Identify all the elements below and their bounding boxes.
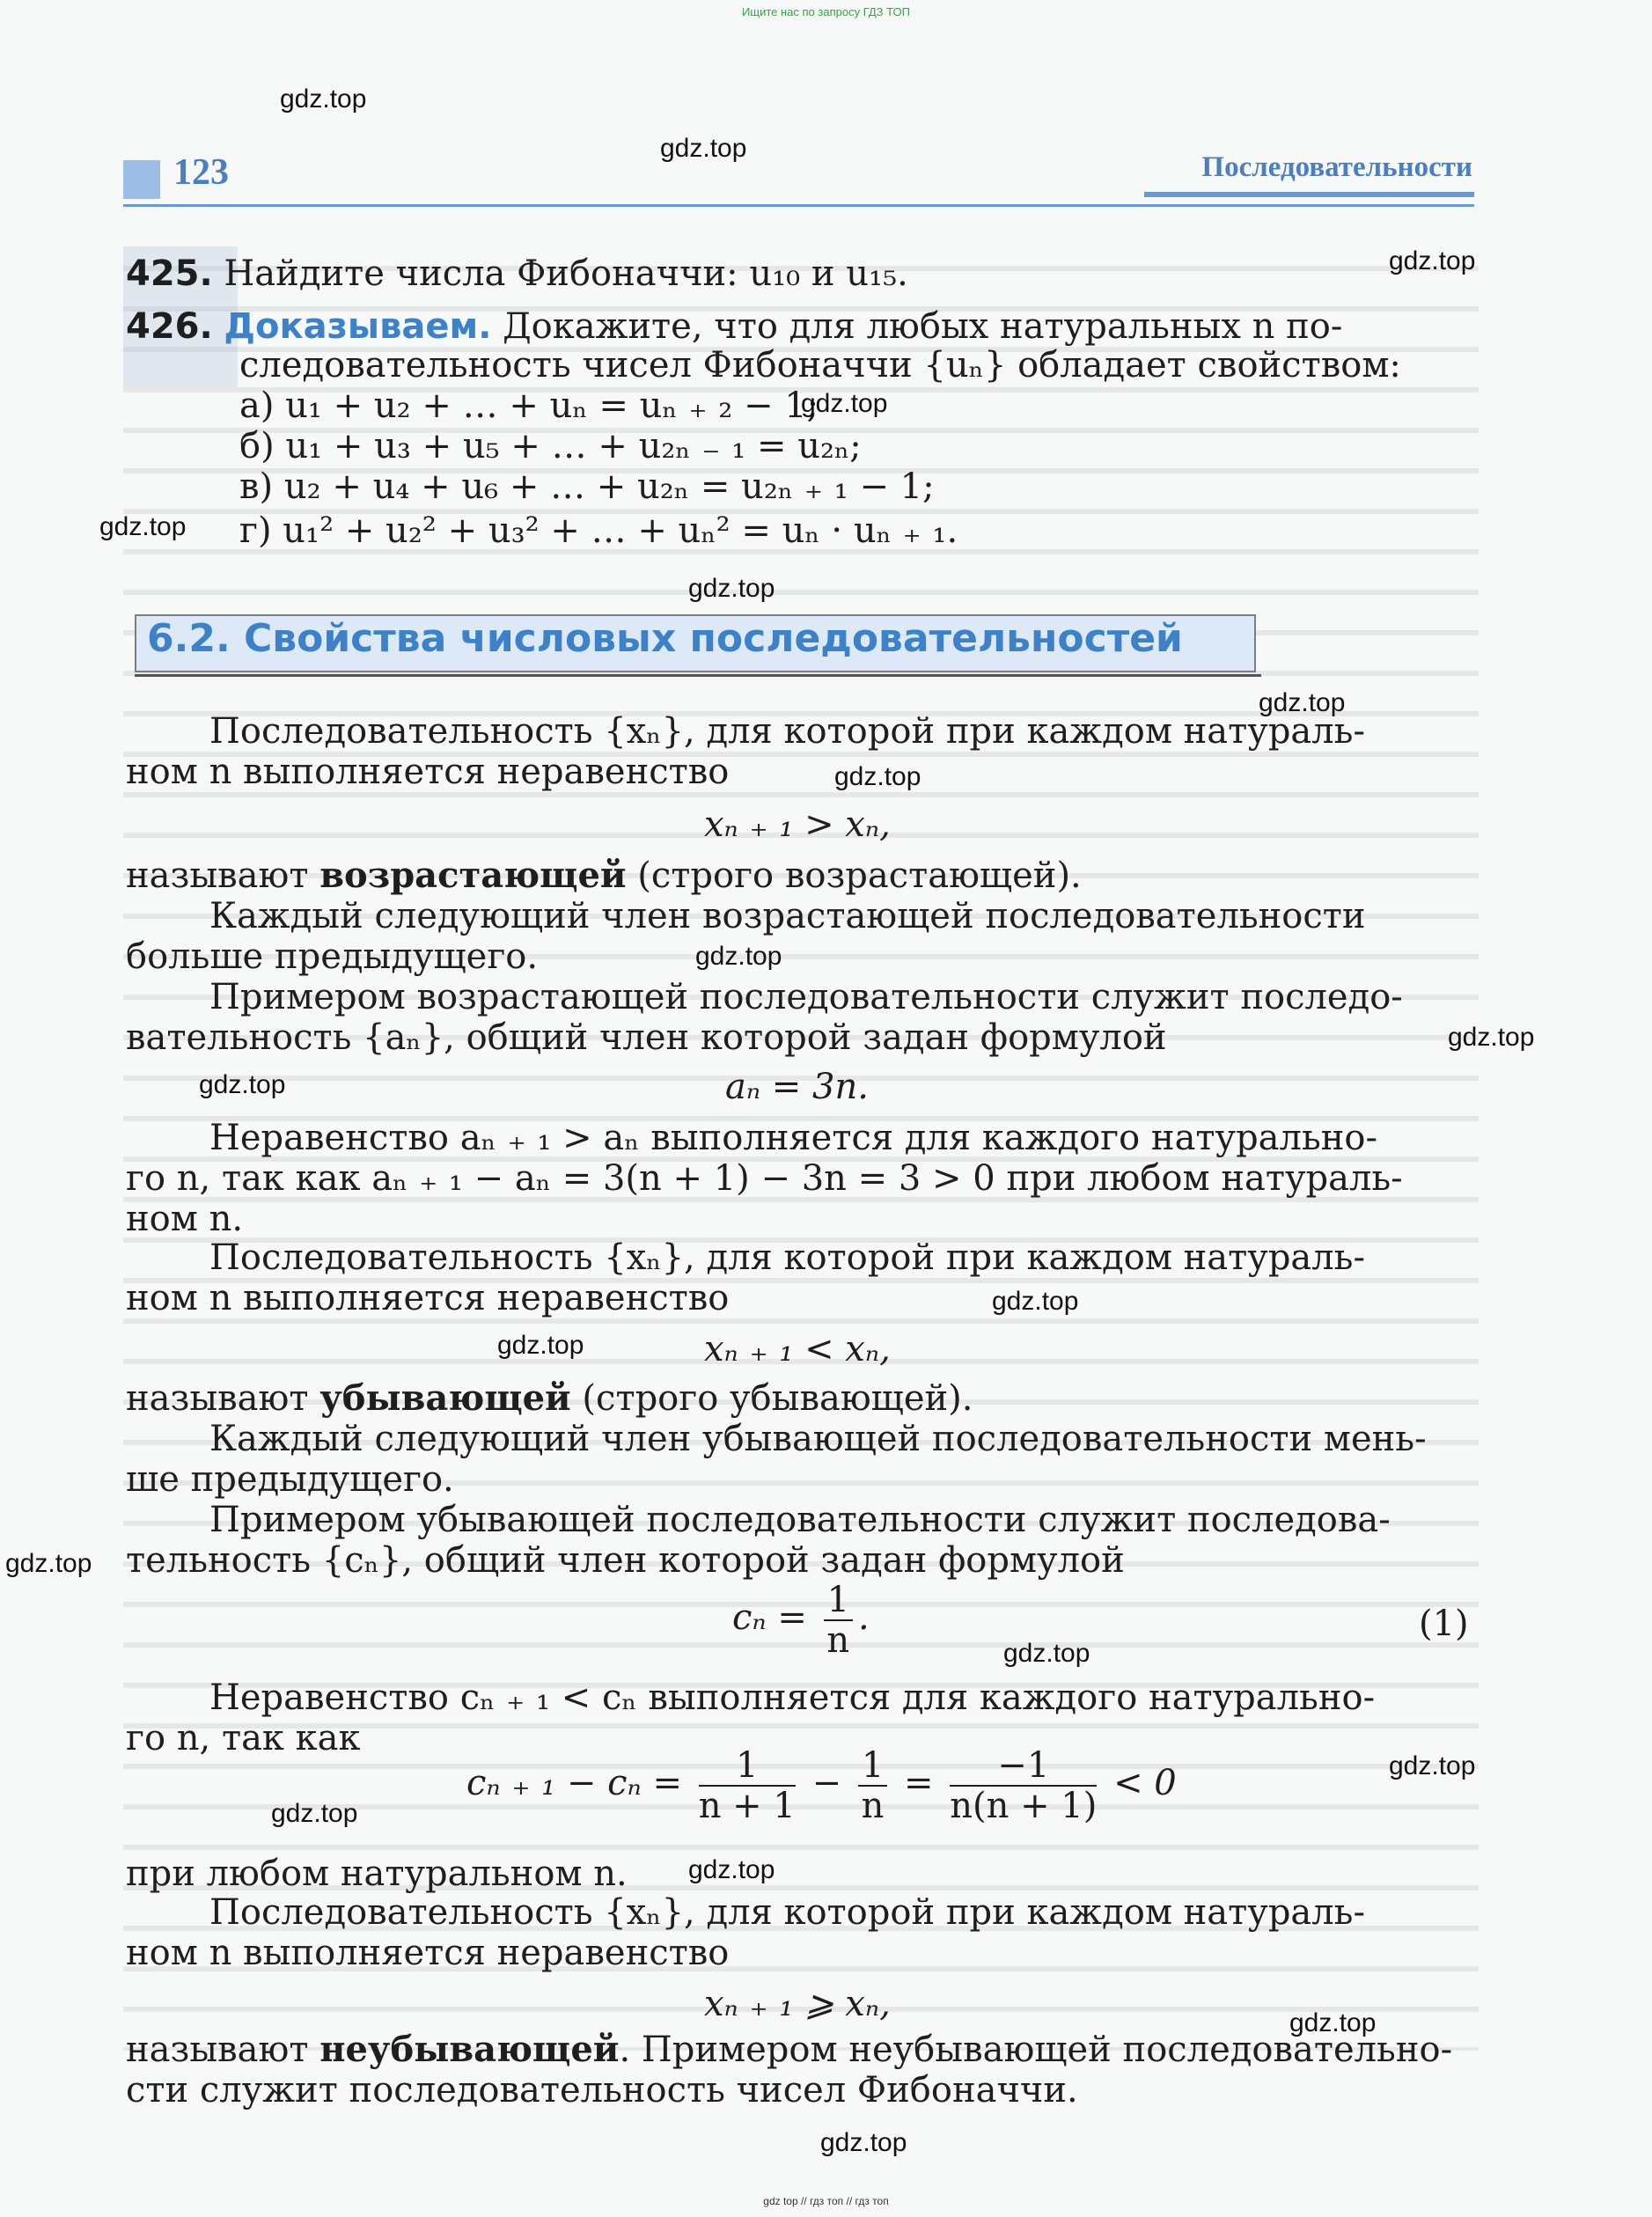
formula-part: = xyxy=(903,1763,934,1803)
para-line: ном n. xyxy=(126,1199,244,1239)
exercise-number: 426. xyxy=(126,306,213,347)
numerator: −1 xyxy=(950,1746,1097,1787)
watermark: gdz.top xyxy=(1259,688,1346,717)
term-nondecreasing: неубывающей xyxy=(319,2029,620,2070)
para-line: сти служит последовательность чисел Фибоначчи. xyxy=(126,2070,1078,2111)
formula-part: − xyxy=(811,1763,842,1803)
numerator: 1 xyxy=(824,1581,853,1621)
bottom-note: gdz top // гдз топ // гдз топ xyxy=(763,2195,889,2207)
watermark: gdz.top xyxy=(1289,2008,1377,2037)
formula-part: < 0 xyxy=(1113,1763,1177,1803)
watermark: gdz.top xyxy=(1003,1639,1090,1668)
header-rule xyxy=(123,204,1474,207)
section-title: 6.2. Свойства числовых последовательностей xyxy=(147,616,1183,661)
denominator: n(n + 1) xyxy=(950,1786,1098,1826)
top-note: Ищите нас по запросу ГДЗ ТОП xyxy=(742,5,910,18)
numerator: 1 xyxy=(858,1746,887,1787)
exercise-text: Найдите числа Фибоначчи: u₁₀ и u₁₅. xyxy=(224,253,908,294)
para-line: ше предыдущего. xyxy=(126,1459,454,1500)
fraction xyxy=(950,1746,1097,1825)
watermark: gdz.top xyxy=(99,512,187,541)
para-line: Каждый следующий член убывающей последовательности мень- xyxy=(209,1419,1427,1459)
section-heading-rule xyxy=(135,674,1261,677)
exercise-highlight: Доказываем. xyxy=(224,306,492,347)
para-line: вательность {aₙ}, общий член которой задан формулой xyxy=(126,1017,1167,1058)
item-b: б) u₁ + u₃ + u₅ + … + u₂ₙ ₋ ₁ = u₂ₙ; xyxy=(239,426,862,466)
para-line xyxy=(126,855,1082,896)
para-line: Каждый следующий член возрастающей последовательности xyxy=(209,896,1366,936)
numerator: 1 xyxy=(699,1746,796,1787)
watermark: gdz.top xyxy=(271,1799,358,1828)
para-line: при любом натуральном n. xyxy=(126,1854,628,1894)
para-line xyxy=(126,2030,1452,2070)
watermark: gdz.top xyxy=(992,1287,1079,1316)
formula-part: cₙ ₊ ₁ − cₙ = xyxy=(466,1763,682,1803)
denominator: n xyxy=(861,1786,885,1826)
watermark: gdz.top xyxy=(1389,1751,1476,1780)
term-increasing: возрастающей xyxy=(319,855,627,896)
watermark: gdz.top xyxy=(1448,1023,1535,1052)
text-span: называют xyxy=(126,1378,320,1419)
exercise-number: 425. xyxy=(126,253,213,294)
text-span: (строго убывающей). xyxy=(570,1378,973,1419)
watermark: gdz.top xyxy=(660,134,747,163)
para-line: больше предыдущего. xyxy=(126,936,539,977)
para-line: Неравенство cₙ ₊ ₁ < cₙ выполняется для каждого натурально- xyxy=(209,1677,1376,1718)
formula-decreasing: xₙ ₊ ₁ < xₙ, xyxy=(704,1329,891,1369)
formula-part: . xyxy=(858,1597,870,1638)
para-line: Неравенство aₙ ₊ ₁ > aₙ выполняется для каждого натурально- xyxy=(209,1118,1377,1158)
watermark: gdz.top xyxy=(688,574,775,603)
watermark: gdz.top xyxy=(5,1549,92,1578)
watermark: gdz.top xyxy=(1389,246,1476,275)
para-line: Последовательность {xₙ}, для которой при каждом натураль- xyxy=(209,1892,1365,1933)
watermark: gdz.top xyxy=(199,1070,286,1099)
page-number-marker xyxy=(123,160,160,199)
formula-part: cₙ = xyxy=(732,1597,807,1638)
exercise-425 xyxy=(126,253,908,294)
formula-tag: (1) xyxy=(1419,1604,1469,1644)
watermark: gdz.top xyxy=(820,2128,907,2157)
exercise-426 xyxy=(126,306,1342,347)
fraction xyxy=(824,1581,853,1660)
exercise-text: Докажите, что для любых натуральных n по- xyxy=(503,306,1343,347)
watermark: gdz.top xyxy=(695,942,782,971)
text-span: называют xyxy=(126,2030,320,2070)
para-line: Примером возрастающей последовательности служит последо- xyxy=(209,977,1403,1017)
watermark: gdz.top xyxy=(497,1331,584,1360)
text-span: (строго возрастающей). xyxy=(626,855,1082,896)
formula-cn xyxy=(732,1581,870,1660)
running-head-underline xyxy=(1144,192,1474,197)
running-head: Последовательности xyxy=(1201,151,1472,183)
item-g: г) u₁² + u₂² + u₃² + … + uₙ² = uₙ · uₙ ₊ ₁. xyxy=(239,510,958,551)
formula-difference xyxy=(466,1746,1177,1825)
formula-nondecreasing: xₙ ₊ ₁ ⩾ xₙ, xyxy=(704,1984,891,2024)
para-line: тельность {cₙ}, общий член которой задан формулой xyxy=(126,1540,1125,1581)
item-a: а) u₁ + u₂ + … + uₙ = uₙ ₊ ₂ − 1; xyxy=(239,385,819,426)
section-heading xyxy=(128,609,1474,678)
text-span: . Примером неубывающей последовательно- xyxy=(619,2030,1453,2070)
para-line: Последовательность {xₙ}, для которой при каждом натураль- xyxy=(209,1237,1365,1278)
page-number: 123 xyxy=(173,152,229,193)
watermark: gdz.top xyxy=(688,1855,775,1884)
para-line: ном n выполняется неравенство xyxy=(126,1278,730,1318)
watermark: gdz.top xyxy=(280,84,367,114)
para-line xyxy=(126,1378,973,1419)
exercise-426-line2: следовательность чисел Фибоначчи {uₙ} обладает свойством: xyxy=(239,345,1401,385)
watermark: gdz.top xyxy=(801,389,888,418)
text-span: называют xyxy=(126,855,320,896)
formula-an: aₙ = 3n. xyxy=(725,1067,869,1107)
para-line: го n, так как xyxy=(126,1718,361,1758)
para-line: Примером убывающей последовательности служит последова- xyxy=(209,1500,1391,1540)
fraction xyxy=(699,1746,796,1825)
denominator: n xyxy=(826,1620,850,1661)
para-line: ном n выполняется неравенство xyxy=(126,752,730,792)
para-line: го n, так как aₙ ₊ ₁ − aₙ = 3(n + 1) − 3n = 3 > 0 при любом натураль- xyxy=(126,1158,1403,1199)
fraction xyxy=(858,1746,887,1825)
formula-increasing: xₙ ₊ ₁ > xₙ, xyxy=(704,804,891,845)
para-line: ном n выполняется неравенство xyxy=(126,1933,730,1973)
item-v: в) u₂ + u₄ + u₆ + … + u₂ₙ = u₂ₙ ₊ ₁ − 1; xyxy=(239,466,935,507)
denominator: n + 1 xyxy=(698,1786,796,1826)
para-line: Последовательность {xₙ}, для которой при каждом натураль- xyxy=(209,711,1365,752)
watermark: gdz.top xyxy=(834,762,921,791)
term-decreasing: убывающей xyxy=(319,1377,571,1419)
